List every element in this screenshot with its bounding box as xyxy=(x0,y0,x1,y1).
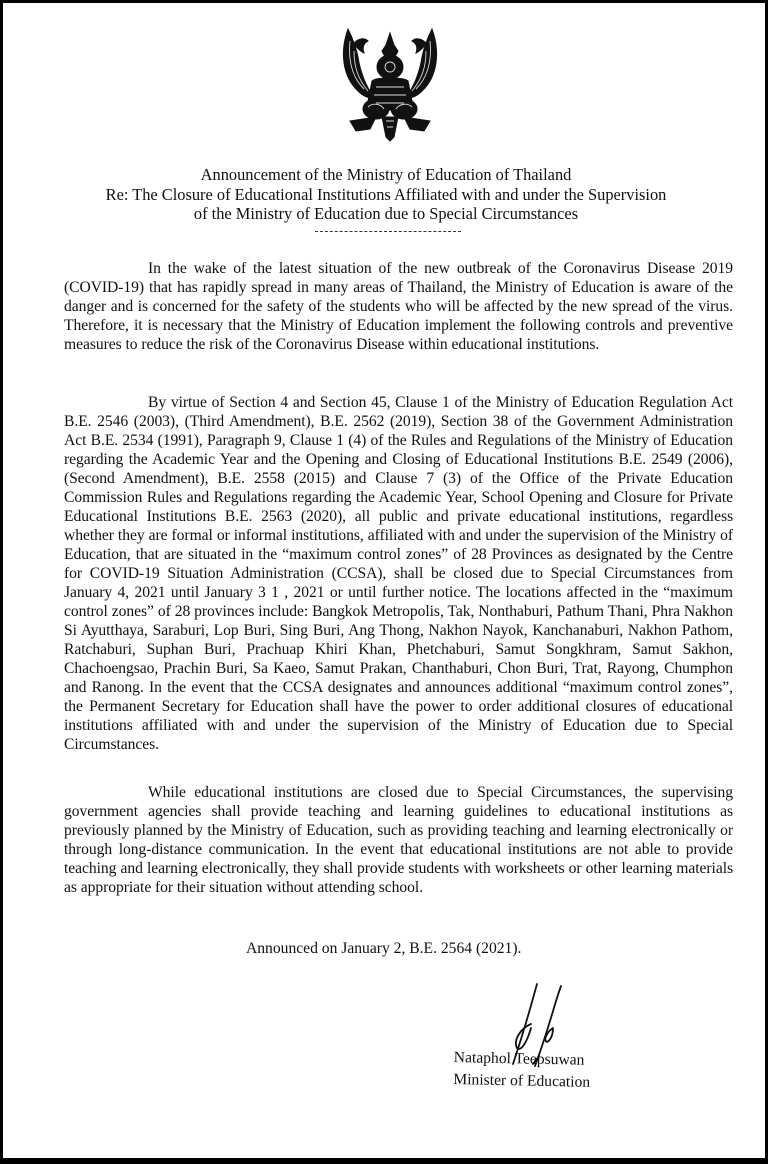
signer-title: Minister of Education xyxy=(453,1070,591,1091)
garuda-emblem-icon xyxy=(336,21,444,143)
announcement-date: Announced on January 2, B.E. 2564 (2021). xyxy=(246,940,522,957)
title-line-3: of the Ministry of Education due to Special Circumstances xyxy=(193,204,579,223)
document-page xyxy=(3,3,765,1158)
separator-line xyxy=(315,231,461,232)
signer-name: Nataphol Teepsuwan xyxy=(453,1048,585,1069)
paragraph-background: In the wake of the latest situation of the new outbreak of the Coronavirus Disease 2019 (COVID-19) that has rapidly spread in many areas of Thailand, the Ministry of Education is aware of the danger and is concerned for the safety of the students who will be affected by the new spread of the virus. Therefore, it is necessary that the Ministry of Education implement the following controls and preventive measures to reduce the risk of the Coronavirus Disease within educational institutions. xyxy=(64,259,733,353)
title-line-1: Announcement of the Ministry of Education of Thailand xyxy=(200,165,572,184)
announcement-title xyxy=(43,165,729,224)
signer-block xyxy=(453,1047,591,1094)
title-line-2: Re: The Closure of Educational Institutions Affiliated with and under the Supervision xyxy=(105,184,667,204)
paragraph-learning-guidelines: While educational institutions are closed due to Special Circumstances, the supervising government agencies shall provide teaching and learning guidelines to educational institutions as previously planned by the Ministry of Education, such as providing teaching and learning electronically or through long-distance communication. In the event that educational institutions are not able to provide teaching and learning electronically, they shall provide students with worksheets or other learning materials as appropriate for their situation without attending school. xyxy=(64,783,733,896)
paragraph-closure-order: By virtue of Section 4 and Section 45, Clause 1 of the Ministry of Education Regulation Act B.E. 2546 (2003), (Third Amendment), B.E. 2562 (2019), Section 38 of the Government Administration Act B.E. 2534 (1991), Paragraph 9, Clause 1 (4) of the Rules and Regulations of the Ministry of Education regarding the Academic Year and the Opening and Closing of Educational Institutions B.E. 2549 (2006), (Second Amendment), B.E. 2558 (2015) and Clause 7 (3) of the Office of the Private Education Commission Rules and Regulations regarding the Academic Year, School Opening and Closure for Private Educational Institutions B.E. 2563 (2020), all public and private educational institutions, regardless whether they are formal or informal institutions, affiliated with and under the supervision of the Ministry of Education, that are situated in the “maximum control zones” of 28 Provinces as designated by the Centre for COVID-19 Situation Administration (CCSA), shall be closed due to Special Circumstances from January 4, 2021 until January 3 1 , 2021 or until further notice. The locations affected in the “maximum control zones” of 28 provinces include: Bangkok Metropolis, Tak, Nonthaburi, Pathum Thani, Phra Nakhon Si Ayutthaya, Saraburi, Lop Buri, Sing Buri, Ang Thong, Nakhon Nayok, Kanchanaburi, Nakhon Pathom, Ratchaburi, Suphan Buri, Prachuap Khiri Khan, Phetchaburi, Samut Songkhram, Samut Sakhon, Chachoengsao, Prachin Buri, Sa Kaeo, Samut Prakan, Chanthaburi, Chon Buri, Trat, Rayong, Chumphon and Ranong. In the event that the CCSA designates and announces additional “maximum control zones”, the Permanent Secretary for Education shall have the power to order additional closures of educational institutions affiliated with and under the supervision of the Ministry of Education due to Special Circumstances. xyxy=(64,393,733,753)
